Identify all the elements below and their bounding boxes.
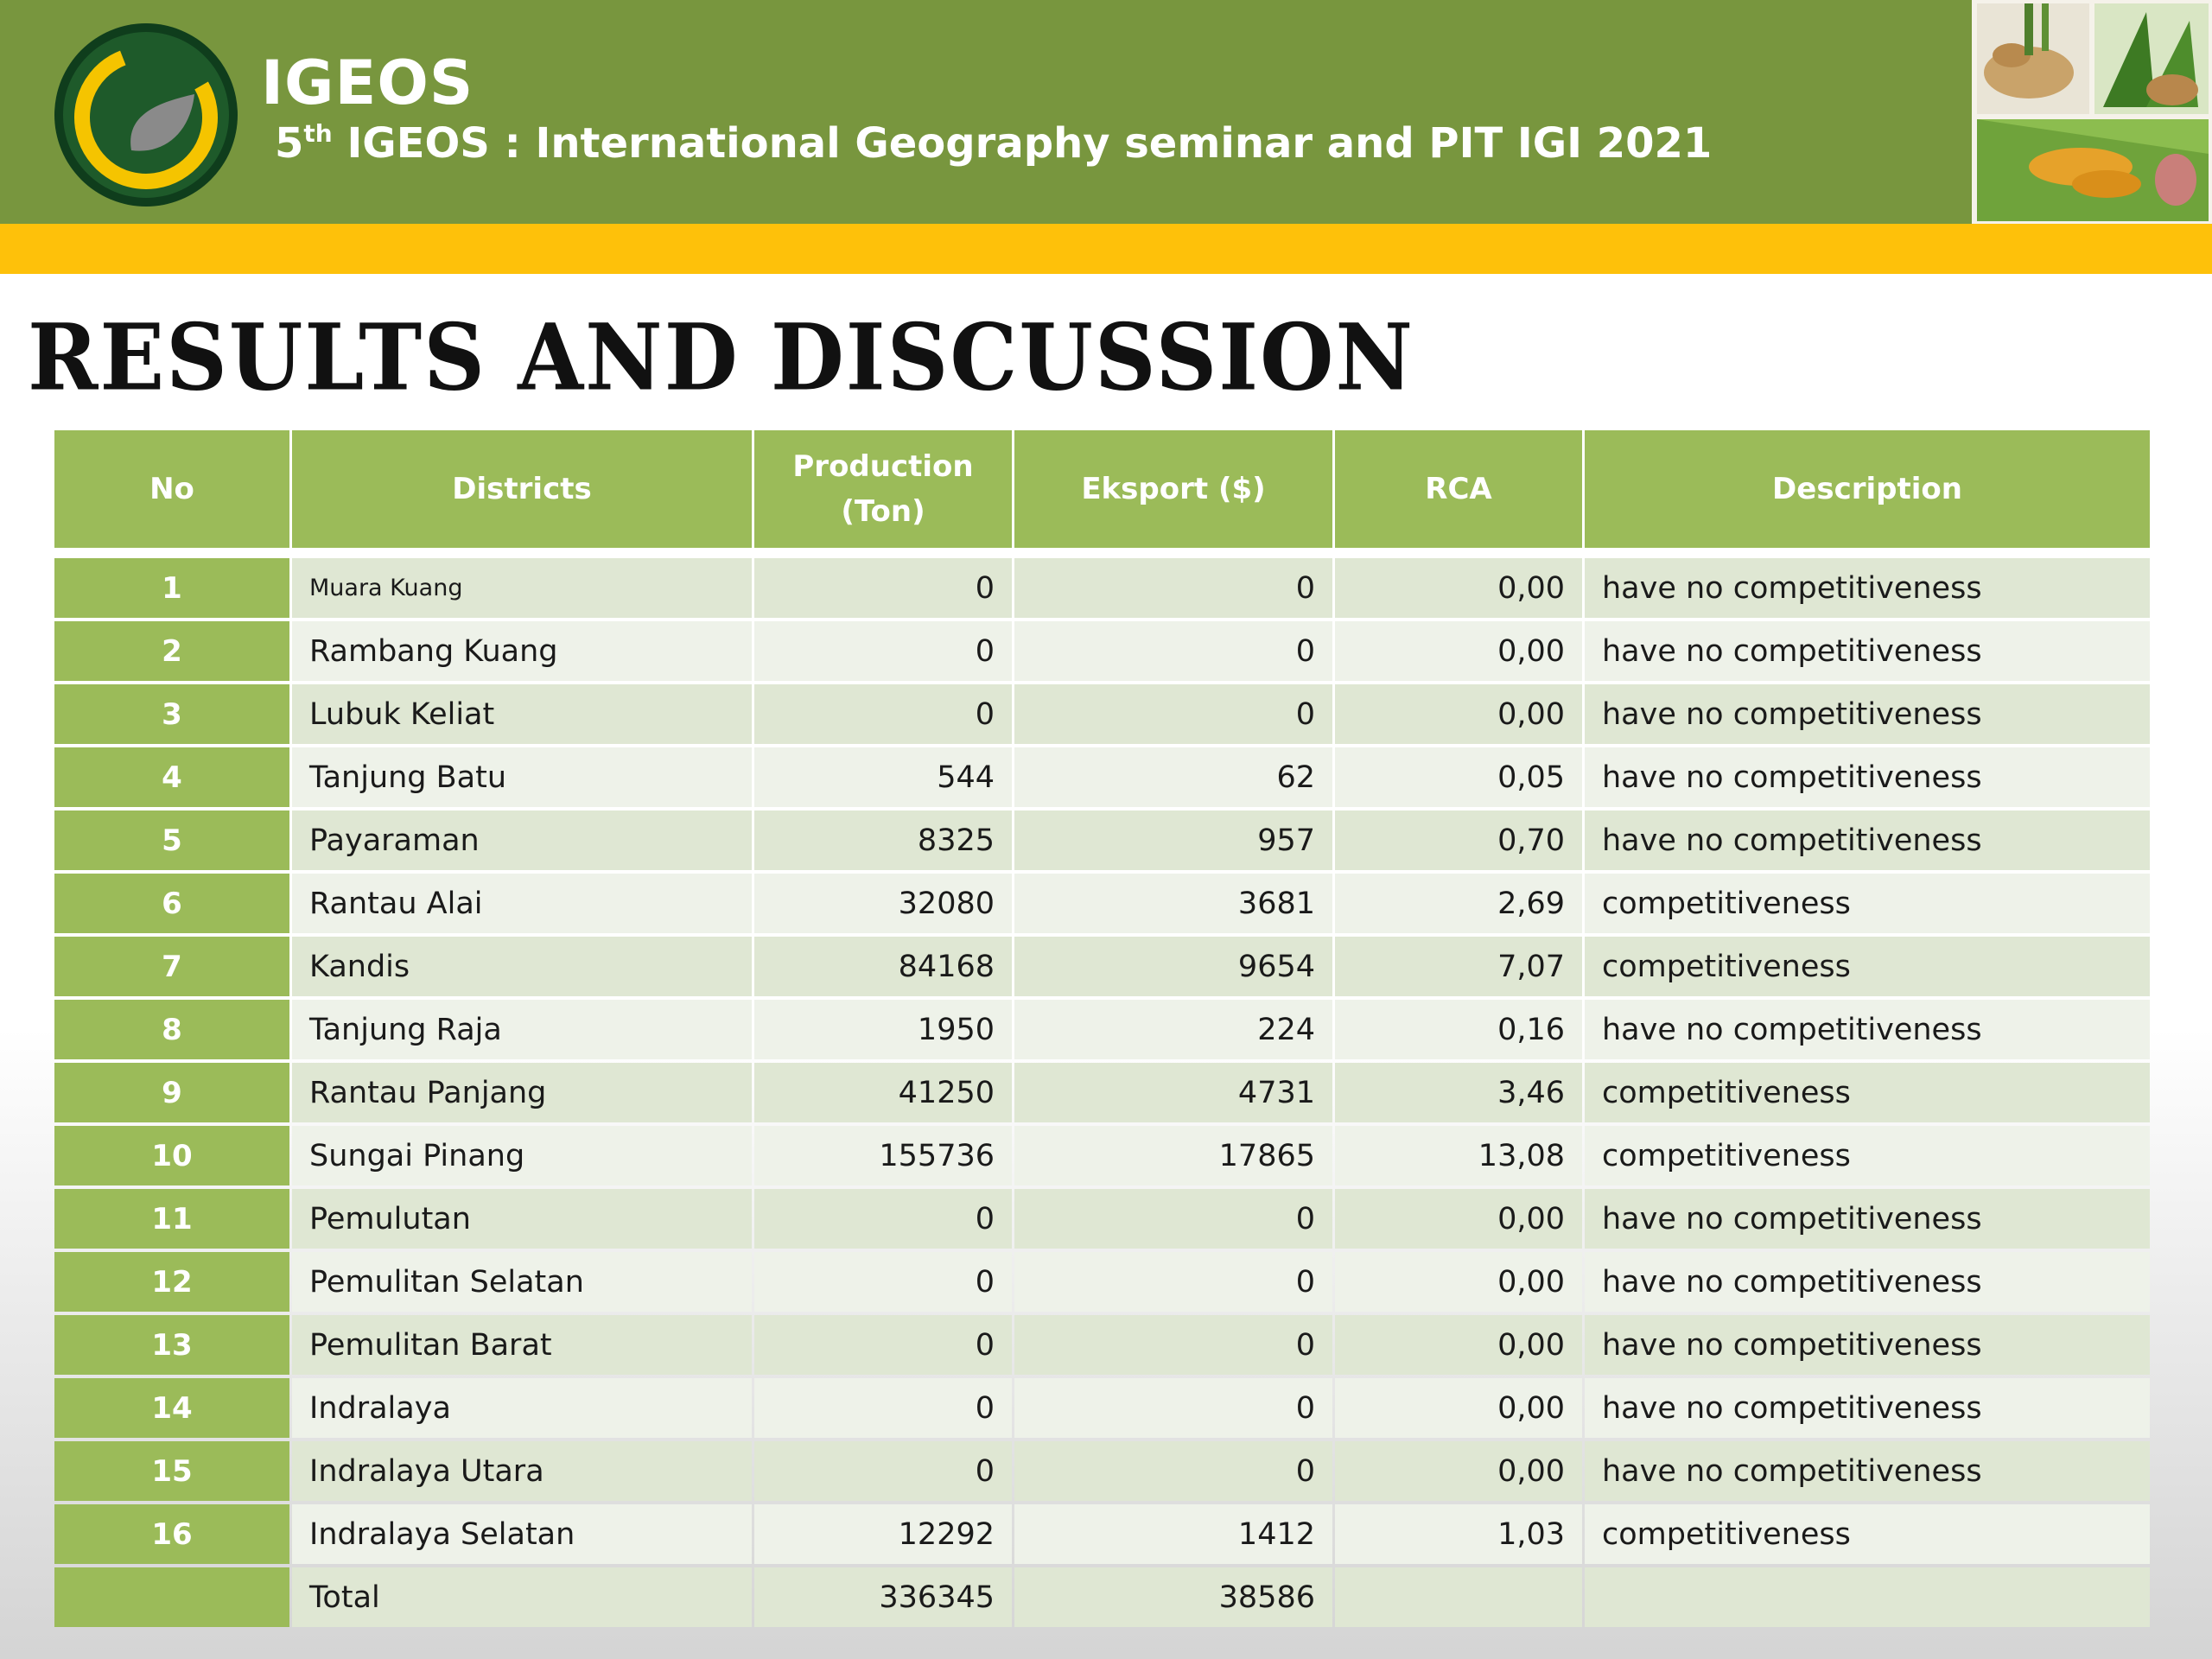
table-body [54, 551, 2150, 1627]
cell-no: 4 [54, 747, 289, 807]
cell-no: 14 [54, 1378, 289, 1438]
cell-production: 0 [754, 551, 1012, 618]
cell-production: 0 [754, 1315, 1012, 1375]
total-production: 336345 [754, 1567, 1012, 1627]
cell-production: 0 [754, 621, 1012, 681]
cell-production: 544 [754, 747, 1012, 807]
cell-no: 8 [54, 1000, 289, 1059]
table-row [54, 551, 2150, 618]
cell-export: 3681 [1014, 874, 1332, 933]
cell-export: 0 [1014, 684, 1332, 744]
cell-description: competitiveness [1585, 874, 2150, 933]
cell-district: Pemulitan Barat [292, 1315, 752, 1375]
cell-no: 10 [54, 1126, 289, 1185]
cell-rca: 3,46 [1335, 1063, 1582, 1122]
column-header-no: No [54, 430, 289, 548]
table-row [54, 1441, 2150, 1501]
cell-rca: 0,00 [1335, 1315, 1582, 1375]
cell-export: 17865 [1014, 1126, 1332, 1185]
production-header-line1: Production [792, 449, 974, 484]
cell-rca: 13,08 [1335, 1126, 1582, 1185]
cell-description: have no competitiveness [1585, 1189, 2150, 1249]
cell-export: 0 [1014, 621, 1332, 681]
cell-no: 3 [54, 684, 289, 744]
header-banner [0, 0, 1972, 224]
table-row [54, 1252, 2150, 1312]
cell-export: 957 [1014, 810, 1332, 870]
table-row [54, 747, 2150, 807]
cell-rca [1335, 1567, 1582, 1627]
cell-description: competitiveness [1585, 1504, 2150, 1564]
table-row [54, 684, 2150, 744]
cell-production: 12292 [754, 1504, 1012, 1564]
event-ordinal: 5 [275, 119, 304, 168]
cell-district: Indralaya [292, 1378, 752, 1438]
cell-district: Kandis [292, 937, 752, 996]
cell-production: 0 [754, 1252, 1012, 1312]
cell-rca: 0,00 [1335, 621, 1582, 681]
cell-production: 0 [754, 684, 1012, 744]
cell-export: 0 [1014, 1378, 1332, 1438]
cell-no: 16 [54, 1504, 289, 1564]
cell-description: have no competitiveness [1585, 551, 2150, 618]
cell-production: 0 [754, 1378, 1012, 1438]
table-row [54, 1189, 2150, 1249]
cell-production: 1950 [754, 1000, 1012, 1059]
table-total-row [54, 1567, 2150, 1627]
cell-no: 1 [54, 551, 289, 618]
cell-no: 5 [54, 810, 289, 870]
total-export: 38586 [1014, 1567, 1332, 1627]
cell-production: 32080 [754, 874, 1012, 933]
cell-rca: 0,00 [1335, 551, 1582, 618]
cell-rca: 0,05 [1335, 747, 1582, 807]
cell-rca: 0,00 [1335, 1252, 1582, 1312]
cell-district: Indralaya Selatan [292, 1504, 752, 1564]
cell-production: 155736 [754, 1126, 1012, 1185]
cell-no: 12 [54, 1252, 289, 1312]
cell-no: 9 [54, 1063, 289, 1122]
greens-photo [2094, 3, 2209, 114]
table-header-row [54, 430, 2150, 548]
cell-export: 62 [1014, 747, 1332, 807]
column-header-export: Eksport ($) [1014, 430, 1332, 548]
table-row [54, 1063, 2150, 1122]
cell-district: Rantau Panjang [292, 1063, 752, 1122]
cell-production: 0 [754, 1441, 1012, 1501]
cell-description: competitiveness [1585, 1126, 2150, 1185]
cell-district: Tanjung Batu [292, 747, 752, 807]
cell-description: have no competitiveness [1585, 1000, 2150, 1059]
table-row [54, 1126, 2150, 1185]
turmeric-photo [1977, 119, 2209, 221]
cell-rca: 0,00 [1335, 1378, 1582, 1438]
event-title [275, 119, 1712, 168]
cell-export: 0 [1014, 1315, 1332, 1375]
cell-export: 0 [1014, 1189, 1332, 1249]
cell-district: Muara Kuang [292, 551, 752, 618]
cell-district: Tanjung Raja [292, 1000, 752, 1059]
column-header-description: Description [1585, 430, 2150, 548]
cell-production: 8325 [754, 810, 1012, 870]
cell-description: competitiveness [1585, 1063, 2150, 1122]
cell-no: 15 [54, 1441, 289, 1501]
table-row [54, 1378, 2150, 1438]
column-header-rca: RCA [1335, 430, 1582, 548]
competitiveness-table [52, 427, 2152, 1630]
cell-rca: 7,07 [1335, 937, 1582, 996]
event-ordinal-suffix: th [303, 119, 333, 148]
cell-rca: 0,00 [1335, 1441, 1582, 1501]
cell-no: 6 [54, 874, 289, 933]
production-header-line2: (Ton) [841, 494, 925, 529]
cell-description: have no competitiveness [1585, 1252, 2150, 1312]
cell-description: have no competitiveness [1585, 747, 2150, 807]
cell-export: 4731 [1014, 1063, 1332, 1122]
cell-no: 2 [54, 621, 289, 681]
column-header-districts: Districts [292, 430, 752, 548]
cell-rca: 1,03 [1335, 1504, 1582, 1564]
cell-district: Rambang Kuang [292, 621, 752, 681]
cell-production: 0 [754, 1189, 1012, 1249]
igeos-logo-icon [52, 21, 240, 209]
spice-photo-collage [1972, 0, 2212, 224]
cell-rca: 0,70 [1335, 810, 1582, 870]
table-row [54, 1000, 2150, 1059]
cell-description: have no competitiveness [1585, 684, 2150, 744]
table-row [54, 1504, 2150, 1564]
cell-no [54, 1567, 289, 1627]
cell-district: Sungai Pinang [292, 1126, 752, 1185]
cell-description: have no competitiveness [1585, 1378, 2150, 1438]
cell-district: Payaraman [292, 810, 752, 870]
cell-production: 84168 [754, 937, 1012, 996]
column-header-production [754, 430, 1012, 548]
cell-rca: 0,00 [1335, 1189, 1582, 1249]
cell-no: 7 [54, 937, 289, 996]
cell-export: 224 [1014, 1000, 1332, 1059]
cell-description: competitiveness [1585, 937, 2150, 996]
cell-district: Pemulutan [292, 1189, 752, 1249]
table-row [54, 810, 2150, 870]
table-row [54, 1315, 2150, 1375]
table-row [54, 874, 2150, 933]
cell-rca: 2,69 [1335, 874, 1582, 933]
cell-export: 0 [1014, 1441, 1332, 1501]
cell-export: 0 [1014, 551, 1332, 618]
cell-no: 13 [54, 1315, 289, 1375]
cell-export: 9654 [1014, 937, 1332, 996]
cell-description: have no competitiveness [1585, 1441, 2150, 1501]
cell-description: have no competitiveness [1585, 1315, 2150, 1375]
cell-district: Lubuk Keliat [292, 684, 752, 744]
total-label: Total [292, 1567, 752, 1627]
accent-band [0, 224, 2212, 274]
cell-district: Rantau Alai [292, 874, 752, 933]
cell-description: have no competitiveness [1585, 621, 2150, 681]
cell-export: 1412 [1014, 1504, 1332, 1564]
brand-name: IGEOS [261, 48, 474, 118]
table-row [54, 621, 2150, 681]
table-row [54, 937, 2150, 996]
cell-no: 11 [54, 1189, 289, 1249]
cell-rca: 0,00 [1335, 684, 1582, 744]
cell-district: Pemulitan Selatan [292, 1252, 752, 1312]
ginger-photo [1977, 3, 2089, 114]
cell-rca: 0,16 [1335, 1000, 1582, 1059]
cell-district: Indralaya Utara [292, 1441, 752, 1501]
cell-description [1585, 1567, 2150, 1627]
cell-export: 0 [1014, 1252, 1332, 1312]
cell-production: 41250 [754, 1063, 1012, 1122]
page-title: RESULTS AND DISCUSSION [28, 304, 1415, 412]
event-name: IGEOS : International Geography seminar and PIT IGI 2021 [332, 119, 1713, 168]
cell-description: have no competitiveness [1585, 810, 2150, 870]
